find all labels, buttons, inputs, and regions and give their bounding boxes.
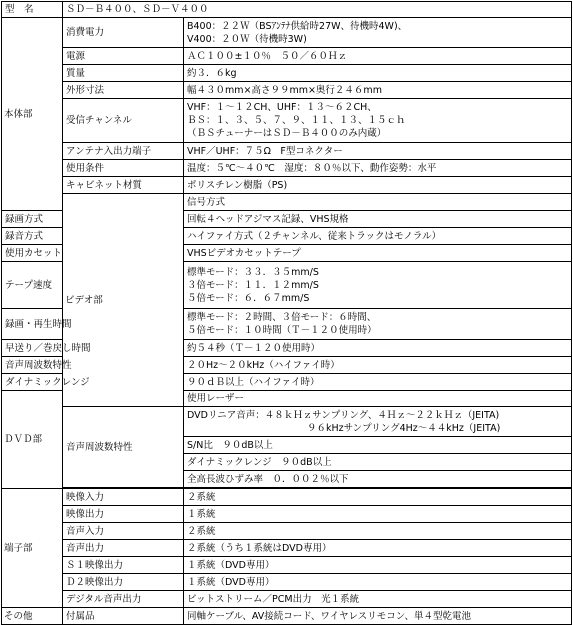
spec-row-antenna (2, 143, 572, 160)
spec-row-power (2, 18, 572, 48)
spec-value (184, 99, 572, 143)
spec-label: 使用カセット (2, 245, 63, 262)
spec-value: ９０ｄＢ以上（ハイファイ時） (184, 374, 572, 391)
spec-value-line: 標準モード：２時間、３倍モード：６時間、 (187, 312, 377, 323)
spec-value: ポリスチレン樹脂（PS) (184, 177, 572, 194)
spec-label: アンテナ入出力端子 (63, 143, 184, 160)
model-value: ＳＤ－Ｂ４００、ＳＤ－Ｖ４００ (63, 2, 572, 18)
spec-value: ２系統 (184, 523, 572, 540)
spec-value: ２０Hz～２０kHz（ハイファイ時） (184, 357, 572, 374)
spec-value (184, 262, 572, 309)
spec-value: １系統 (184, 506, 572, 523)
section-dvd: ＤＶＤ部 (2, 391, 63, 489)
spec-value-line: ９６kHzサンプリング4Hz～４４kHz（JEITA) (307, 422, 501, 434)
spec-value: S/N比 ９０dB以上 (184, 437, 572, 454)
spec-value: ハイファイ方式（２チャンネル、従来トラックはモノラル） (184, 228, 572, 245)
spec-value (184, 18, 572, 48)
spec-value-line: ５倍モード：６．６７mm/S (187, 292, 310, 304)
spec-row-conditions (2, 160, 572, 177)
spec-row-channels (2, 99, 572, 143)
spec-value-line: ３倍モード：１１．１２mm/S (187, 279, 319, 291)
spec-label: 消費電力 (63, 18, 184, 48)
spec-row-dvd-freq (2, 407, 572, 437)
spec-value-line: B400：２２Ｗ（BSｱﾝﾃﾅ供給時27W、待機時4W)、 (187, 20, 408, 32)
spec-label: 録画・再生時間 (2, 309, 63, 340)
spec-value: VHF／UHF：７５Ω F型コネクター (184, 143, 572, 160)
spec-value: １系統（DVD専用） (184, 574, 572, 591)
spec-row-dyn-range (2, 374, 572, 391)
section-main: 本体部 (2, 18, 63, 211)
spec-row-ff-rew (2, 340, 572, 357)
spec-label: 映像出力 (63, 506, 184, 523)
spec-value: ２系統（うち１系統はDVD専用） (184, 540, 572, 557)
spec-row-audio-out (2, 540, 572, 557)
spec-label: 映像入力 (63, 489, 184, 506)
spec-label: 音声周波数特性 (63, 407, 184, 488)
spec-value: VHSビデオカセットテープ (184, 245, 572, 262)
spec-label: 付属品 (63, 608, 184, 625)
spec-label: 外形寸法 (63, 82, 184, 99)
section-other: その他 (2, 608, 63, 625)
spec-row-supply (2, 48, 572, 65)
spec-row-video-in (2, 489, 572, 506)
section-video: ビデオ部 (63, 194, 184, 407)
spec-value (184, 407, 572, 437)
spec-value-line: V400：２０Ｗ（待機時3W) (187, 33, 307, 45)
spec-label: 早送り／巻戻し時間 (2, 340, 63, 357)
spec-label: Ｄ２映像出力 (63, 574, 184, 591)
spec-label: 音声入力 (63, 523, 184, 540)
spec-label: 音声周波数特性 (2, 357, 63, 374)
spec-value-line: ＢＳ：１、３、５、７、９、１１、１３、１５ｃｈ (187, 115, 406, 126)
spec-value-line: VHF：１～１２CH、UHF：１３～６２CH、 (187, 102, 377, 113)
spec-value: 約３．６kg (184, 65, 572, 82)
spec-value-line: DVDリニア音声：４８ｋＨｚサンプリング、４Ｈｚ～２２ｋＨｚ（JEITA) (187, 409, 500, 421)
spec-row-dimensions (2, 82, 572, 99)
spec-label: 録音方式 (2, 228, 63, 245)
spec-value: １系統（DVD専用） (184, 557, 572, 574)
spec-value: ダイナミックレンジ ９０dB以上 (184, 454, 572, 471)
spec-label: 録画方式 (2, 211, 63, 228)
spec-value: 同軸ケーブル、AV接続コード、ワイヤレスリモコン、単４型乾電池 (184, 608, 572, 625)
spec-label: デジタル音声出力 (63, 591, 184, 608)
model-row (2, 2, 572, 18)
spec-value-line: ５倍モード：１０時間（Ｔ－１２０使用時） (187, 325, 377, 336)
section-terminal: 端子部 (2, 489, 63, 608)
spec-row-cabinet (2, 177, 572, 194)
spec-value-line: 標準モード：３３．３５mm/S (187, 266, 319, 278)
spec-label: ダイナミックレンジ (2, 374, 63, 391)
spec-value: ２系統 (184, 489, 572, 506)
spec-label: キャビネット材質 (63, 177, 184, 194)
spec-value: 約５４秒（Ｔ－１２０使用時） (184, 340, 572, 357)
spec-row-video-out (2, 506, 572, 523)
spec-label: 音声出力 (63, 540, 184, 557)
spec-row-audio-in (2, 523, 572, 540)
spec-label: テープ速度 (2, 262, 63, 309)
spec-label: 受信チャンネル (63, 99, 184, 143)
model-label: 型 名 (2, 2, 63, 18)
spec-row-digital-out (2, 591, 572, 608)
spec-label: Ｓ１映像出力 (63, 557, 184, 574)
spec-row-mass (2, 65, 572, 82)
spec-value (184, 309, 572, 340)
spec-value: 温度：５℃～４０℃ 湿度：８０％以下、動作姿勢：水平 (184, 160, 572, 177)
spec-value-line: （ＢＳチューナーはＳＤ－Ｂ４００のみ内蔵） (187, 128, 387, 139)
spec-value: ビットストリーム／PCM出力 光１系統 (184, 591, 572, 608)
spec-value: ＡＣ１００±１０％ ５０／６０Ｈｚ (184, 48, 572, 65)
spec-value: 全高長波ひずみ率 ０．００２％以下 (184, 471, 572, 488)
spec-label: 電源 (63, 48, 184, 65)
spec-row-video-format (2, 194, 572, 211)
spec-row-accessories (2, 608, 572, 625)
spec-value: 幅４３０mm×高さ９９mm×奥行２４６mm (184, 82, 572, 99)
spec-label: 使用条件 (63, 160, 184, 177)
spec-value: 回転４ヘッドアジマス記録、VHS規格 (184, 211, 572, 228)
spec-label: 質量 (63, 65, 184, 82)
spec-row-s1-out (2, 557, 572, 574)
spec-label: 使用レーザー (184, 391, 572, 407)
spec-label: 信号方式 (184, 194, 572, 211)
spec-row-d2-out (2, 574, 572, 591)
spec-table (1, 1, 572, 625)
